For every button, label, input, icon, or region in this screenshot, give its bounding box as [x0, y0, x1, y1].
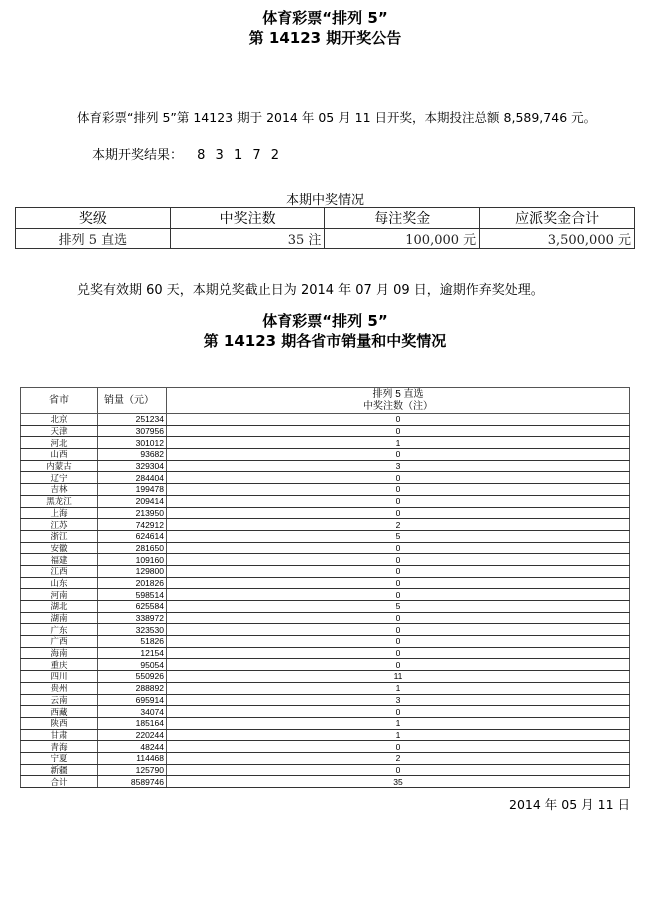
province-row: [21, 519, 630, 531]
province-sales: 329304: [98, 460, 167, 472]
province-winners: 11: [167, 671, 630, 683]
province-winners: 0: [167, 741, 630, 753]
footer-date: 2014 年 05 月 11 日: [509, 797, 630, 812]
province-name: 四川: [21, 671, 98, 683]
province-sales: 301012: [98, 437, 167, 449]
province-sales: 288892: [98, 682, 167, 694]
province-sales: 48244: [98, 741, 167, 753]
province-name: 宁夏: [21, 752, 98, 764]
province-sales: 281650: [98, 542, 167, 554]
province-sales: 12154: [98, 647, 167, 659]
province-winners: 0: [167, 612, 630, 624]
province-name: 福建: [21, 554, 98, 566]
province-winners: 0: [167, 449, 630, 461]
col-winners: [167, 388, 630, 414]
province-name: 广东: [21, 624, 98, 636]
province-sales: 323530: [98, 624, 167, 636]
province-section-title: [0, 311, 650, 351]
province-winners: 3: [167, 460, 630, 472]
province-name: 海南: [21, 647, 98, 659]
province-winners: 0: [167, 647, 630, 659]
province-winners: 35: [167, 776, 630, 788]
province-row: [21, 472, 630, 484]
province-name: 西藏: [21, 706, 98, 718]
province-row: [21, 647, 630, 659]
province-name: 上海: [21, 507, 98, 519]
title-line-1: 体育彩票“排列 5”: [262, 9, 388, 27]
province-row: [21, 624, 630, 636]
province-sales: 109160: [98, 554, 167, 566]
province-row: [21, 694, 630, 706]
province-sales: 201826: [98, 577, 167, 589]
draw-result: [92, 144, 282, 163]
prize-caption: 本期中奖情况: [285, 193, 364, 208]
province-winners: 0: [167, 659, 630, 671]
prize-header-row: [16, 208, 635, 229]
province-row: [21, 636, 630, 648]
province-name: 北京: [21, 414, 98, 426]
province-sales: 213950: [98, 507, 167, 519]
province-row: [21, 682, 630, 694]
col-prize-level: 奖级: [16, 208, 171, 229]
province-winners: 0: [167, 495, 630, 507]
col-sales: 销量（元）: [98, 388, 167, 414]
province-row: [21, 449, 630, 461]
province-sales: 550926: [98, 671, 167, 683]
province-row: [21, 776, 630, 788]
province-winners: 0: [167, 507, 630, 519]
province-table-body: [21, 414, 630, 788]
province-name: 天津: [21, 425, 98, 437]
province-name: 陕西: [21, 717, 98, 729]
province-name: 河南: [21, 589, 98, 601]
province-sales: 209414: [98, 495, 167, 507]
province-sales: 338972: [98, 612, 167, 624]
province-row: [21, 530, 630, 542]
province-row: [21, 671, 630, 683]
province-row: [21, 437, 630, 449]
province-row: [21, 554, 630, 566]
province-winners: 0: [167, 706, 630, 718]
province-winners: 5: [167, 530, 630, 542]
province-title-line-2: 第 14123 期各省市销量和中奖情况: [203, 332, 447, 350]
province-name: 云南: [21, 694, 98, 706]
province-name: 合计: [21, 776, 98, 788]
province-name: 山西: [21, 449, 98, 461]
province-winners: 0: [167, 636, 630, 648]
province-title-line-1: 体育彩票“排列 5”: [262, 312, 388, 330]
province-row: [21, 495, 630, 507]
validity-notice: 兑奖有效期 60 天，本期兑奖截止日为 2014 年 07 月 09 日，逾期作弃奖处理。: [77, 283, 544, 298]
province-row: [21, 425, 630, 437]
province-name: 江苏: [21, 519, 98, 531]
province-winners: 0: [167, 542, 630, 554]
province-sales: 625584: [98, 601, 167, 613]
province-name: 河北: [21, 437, 98, 449]
prize-total: 3,500,000 元: [480, 229, 635, 249]
col-winner-count: 中奖注数: [170, 208, 325, 229]
province-sales: 284404: [98, 472, 167, 484]
province-sales: 95054: [98, 659, 167, 671]
province-name: 内蒙古: [21, 460, 98, 472]
province-winners: 0: [167, 624, 630, 636]
province-winners: 1: [167, 437, 630, 449]
province-sales: 129800: [98, 565, 167, 577]
province-winners: 1: [167, 682, 630, 694]
page-title: [0, 8, 650, 48]
province-row: [21, 460, 630, 472]
result-numbers: 8 3 1 7 2: [197, 148, 283, 163]
winner-count: 35 注: [170, 229, 325, 249]
province-sales: 598514: [98, 589, 167, 601]
province-winners: 0: [167, 425, 630, 437]
province-winners: 0: [167, 484, 630, 496]
province-name: 重庆: [21, 659, 98, 671]
province-winners: 0: [167, 554, 630, 566]
col-winners-line-2: 中奖注数（注）: [363, 400, 433, 412]
province-name: 黑龙江: [21, 495, 98, 507]
province-row: [21, 659, 630, 671]
province-sales: 114468: [98, 752, 167, 764]
province-name: 湖北: [21, 601, 98, 613]
prize-table: [15, 207, 635, 249]
province-name: 贵州: [21, 682, 98, 694]
province-row: [21, 752, 630, 764]
province-winners: 0: [167, 414, 630, 426]
province-name: 新疆: [21, 764, 98, 776]
province-winners: 1: [167, 717, 630, 729]
province-name: 辽宁: [21, 472, 98, 484]
province-row: [21, 507, 630, 519]
province-row: [21, 729, 630, 741]
province-name: 青海: [21, 741, 98, 753]
col-prize-total: 应派奖金合计: [480, 208, 635, 229]
province-name: 安徽: [21, 542, 98, 554]
province-name: 湖南: [21, 612, 98, 624]
province-row: [21, 484, 630, 496]
province-winners: 0: [167, 472, 630, 484]
title-line-2: 第 14123 期开奖公告: [248, 29, 402, 47]
province-sales: 34074: [98, 706, 167, 718]
province-winners: 0: [167, 577, 630, 589]
province-row: [21, 601, 630, 613]
province-sales: 624614: [98, 530, 167, 542]
province-sales: 51826: [98, 636, 167, 648]
province-name: 山东: [21, 577, 98, 589]
province-winners: 0: [167, 589, 630, 601]
province-sales: 695914: [98, 694, 167, 706]
province-sales: 742912: [98, 519, 167, 531]
province-winners: 1: [167, 729, 630, 741]
province-row: [21, 565, 630, 577]
province-name: 甘肃: [21, 729, 98, 741]
province-winners: 5: [167, 601, 630, 613]
prize-per-bet: 100,000 元: [325, 229, 480, 249]
col-winners-line-1: 排列 5 直选: [372, 388, 424, 400]
province-sales: 199478: [98, 484, 167, 496]
province-sales: 251234: [98, 414, 167, 426]
province-sales: 307956: [98, 425, 167, 437]
province-name: 广西: [21, 636, 98, 648]
province-sales: 93682: [98, 449, 167, 461]
province-winners: 3: [167, 694, 630, 706]
province-name: 吉林: [21, 484, 98, 496]
province-sales: 125790: [98, 764, 167, 776]
col-province: 省市: [21, 388, 98, 414]
result-label: 本期开奖结果：: [92, 148, 184, 163]
province-sales: 185164: [98, 717, 167, 729]
province-row: [21, 764, 630, 776]
province-name: 浙江: [21, 530, 98, 542]
province-row: [21, 706, 630, 718]
prize-level: 排列 5 直选: [16, 229, 171, 249]
province-row: [21, 577, 630, 589]
province-row: [21, 589, 630, 601]
province-sales: 220244: [98, 729, 167, 741]
province-winners: 0: [167, 565, 630, 577]
province-row: [21, 612, 630, 624]
province-sales-table: [20, 387, 630, 788]
province-row: [21, 741, 630, 753]
province-winners: 0: [167, 764, 630, 776]
province-header-row: [21, 388, 630, 414]
province-row: [21, 717, 630, 729]
province-name: 江西: [21, 565, 98, 577]
province-row: [21, 414, 630, 426]
prize-row: [16, 229, 635, 249]
province-winners: 2: [167, 752, 630, 764]
draw-announcement: 体育彩票“排列 5”第 14123 期于 2014 年 05 月 11 日开奖，本期投注总额 8,589,746 元。: [77, 110, 597, 125]
province-row: [21, 542, 630, 554]
col-prize-per-bet: 每注奖金: [325, 208, 480, 229]
province-winners: 2: [167, 519, 630, 531]
province-sales: 8589746: [98, 776, 167, 788]
